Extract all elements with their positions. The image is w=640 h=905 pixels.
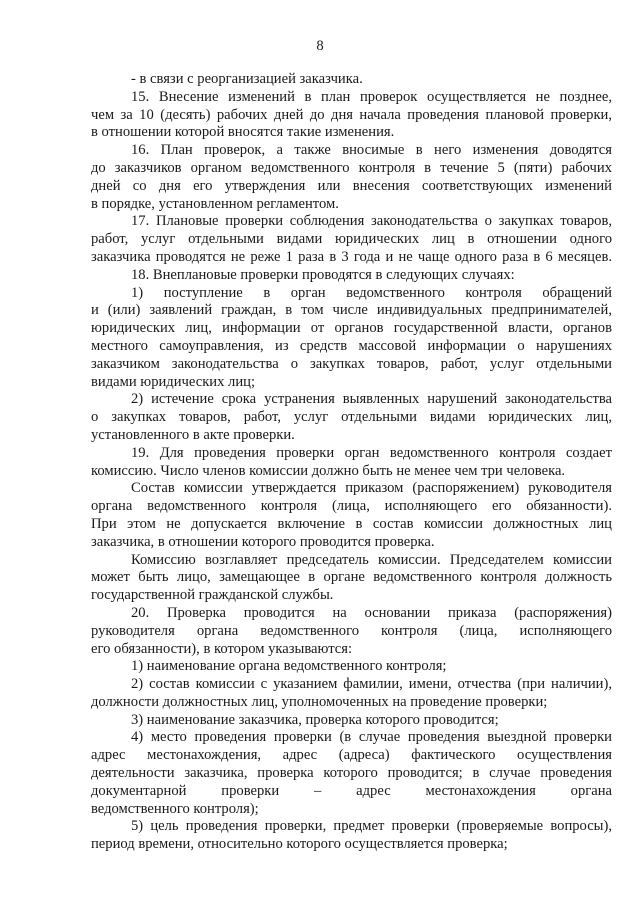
text-line: 3) наименование заказчика, проверка которого проводится; [131,711,499,728]
text-line: адрес местонахождения, адрес (адреса) фактического осуществления [91,747,612,764]
text-line: При этом не допускается включение в состав комиссии должностных лиц [91,515,612,532]
text-line: комиссию. Число членов комиссии должно быть не менее чем три человека. [91,462,566,479]
text-line: период времени, относительно которого осуществляется проверка; [91,836,508,853]
text-line: чем за 10 (десять) рабочих дней до дня начала проведения плановой проверки, [91,106,612,123]
text-line: 2) состав комиссии с указанием фамилии, имени, отчества (при наличии), [131,676,612,693]
text-line: 20. Проверка проводится на основании приказа (распоряжения) [131,604,612,621]
text-line: заказчика проводятся не реже 1 раза в 3 года и не чаще одного раза в 6 месяцев. [91,248,612,265]
text-line: 17. Плановые проверки соблюдения законодательства о закупках товаров, [131,213,612,230]
text-line: государственной гражданской службы. [91,587,334,604]
text-line: заказчика, в отношении которого проводится проверка. [91,533,435,550]
text-line: дней со дня его утверждения или внесения соответствующих изменений [91,177,612,194]
text-line: 15. Внесение изменений в план проверок осуществляется не позднее, [131,88,612,105]
text-line: в порядке, установленном регламентом. [91,195,339,212]
text-line: в отношении которой вносятся такие изменения. [91,124,395,141]
text-line: 4) место проведения проверки (в случае проведения выездной проверки [131,729,612,746]
text-line: работ, услуг отдельными видами юридических лиц в отношении одного [91,231,612,248]
page-number: 8 [316,38,324,54]
text-line: органа ведомственного контроля (лица, исполняющего его обязанности). [91,498,612,515]
text-line: видами юридических лиц; [91,373,256,390]
text-line: до заказчиков органом ведомственного контроля в течение 5 (пяти) рабочих [91,159,612,176]
text-line: и (или) заявлений граждан, в том числе индивидуальных предпринимателей, [91,302,612,319]
text-line: - в связи с реорганизацией заказчика. [131,71,363,87]
text-line: его обязанности), в котором указываются: [91,640,353,657]
text-line: должности должностных лиц, уполномоченных на проведение проверки; [91,693,548,710]
text-line: Комиссию возглавляет председатель комиссии. Председателем комиссии [131,551,612,568]
text-line: может быть лицо, замещающее в органе ведомственного контроля должность [91,569,612,586]
text-line: Состав комиссии утверждается приказом (распоряжением) руководителя [131,480,612,497]
text-line: 5) цель проведения проверки, предмет проверки (проверяемые вопросы), [131,818,612,835]
text-line: документарной проверки – адрес местонахождения органа [91,782,612,799]
text-line: 16. План проверок, а также вносимые в него изменения доводятся [131,142,612,159]
text-line: 1) поступление в орган ведомственного контроля обращений [131,284,612,301]
text-line: руководителя органа ведомственного контроля (лица, исполняющего [91,622,612,639]
text-line: заказчиком законодательства о закупках товаров, работ, услуг отдельными [91,355,612,372]
document-body [91,71,612,854]
text-line: о закупках товаров, работ, услуг отдельными видами юридических лиц, [91,409,612,426]
text-line: местного самоуправления, из средств массовой информации о нарушениях [91,337,612,354]
text-line: 18. Внеплановые проверки проводятся в следующих случаях: [131,266,515,283]
text-line: установленного в акте проверки. [91,426,295,443]
text-line: юридических лиц, информации от органов государственной власти, органов [91,320,612,337]
text-line: 2) истечение срока устранения выявленных нарушений законодательства [131,391,612,408]
text-line: 19. Для проведения проверки орган ведомственного контроля создает [131,444,612,461]
text-line: ведомственного контроля); [91,800,259,817]
text-line: деятельности заказчика, проверка которого проводится; в случае проведения [91,765,612,782]
text-line: 1) наименование органа ведомственного контроля; [131,658,447,675]
